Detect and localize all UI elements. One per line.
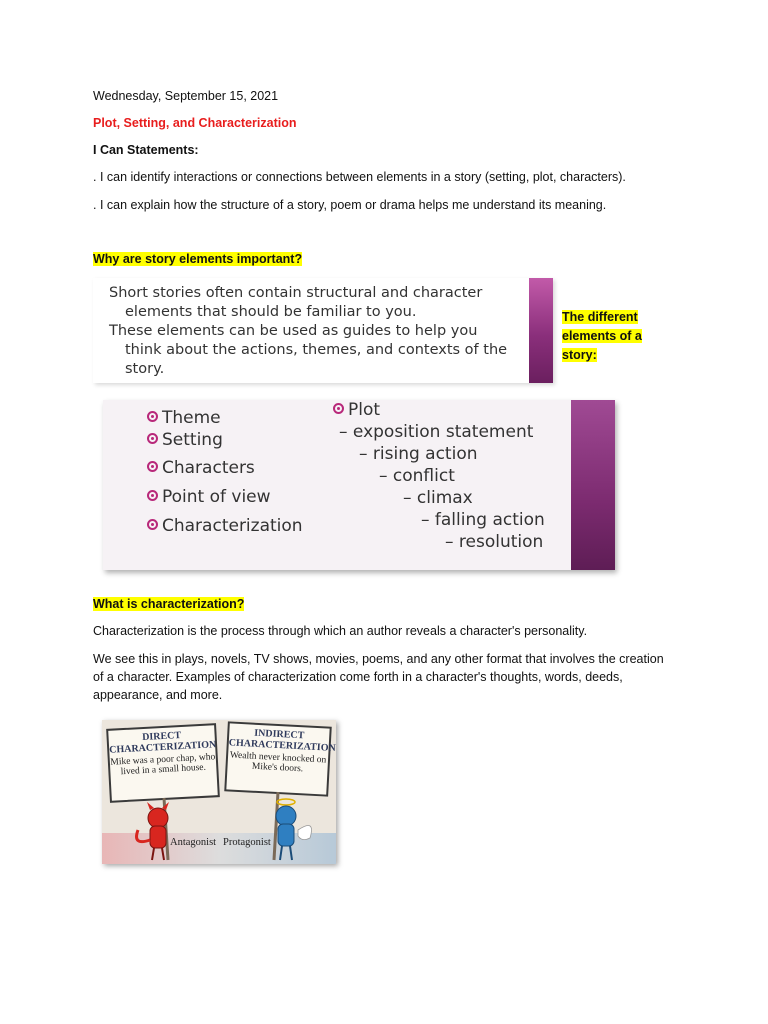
- element-label: Plot: [348, 400, 381, 420]
- element-label: Point of view: [162, 487, 271, 507]
- angel-figure: [276, 799, 312, 860]
- plot-item: – rising action: [359, 444, 478, 464]
- indirect-heading: INDIRECT CHARACTERIZATION: [228, 727, 336, 754]
- slide-line: story.: [125, 361, 165, 377]
- element-characters: [147, 458, 255, 478]
- slide-line: think about the actions, themes, and contexts of the: [125, 342, 508, 358]
- element-characterization: [147, 516, 303, 536]
- slide-line: These elements can be used as guides to help you: [109, 323, 478, 339]
- i-can-statement-2: . I can explain how the structure of a story, poem or drama helps me understand its meaning.: [93, 198, 607, 212]
- element-setting: [147, 430, 223, 450]
- characters-illustration: [102, 720, 336, 864]
- elements-slide: [103, 400, 615, 570]
- slide-line: Short stories often contain structural and character: [109, 285, 483, 301]
- bullet-icon: [333, 403, 344, 414]
- bullet-icon: [147, 461, 158, 472]
- characterization-question: [93, 597, 244, 611]
- element-point-of-view: [147, 487, 271, 507]
- element-label: Theme: [162, 408, 221, 428]
- document-title: Plot, Setting, and Characterization: [93, 116, 297, 130]
- indirect-text: Wealth never knocked on Mike's doors.: [229, 750, 327, 775]
- story-elements-question-text: Why are story elements important?: [93, 252, 303, 266]
- side-note-text: The different elements of a story:: [562, 310, 642, 362]
- side-note: [562, 308, 654, 365]
- i-can-statement-1: . I can identify interactions or connections between elements in a story (setting, plot, characters).: [93, 170, 626, 184]
- protagonist-label: Protagonist: [223, 837, 271, 848]
- direct-heading: DIRECT CHARACTERIZATION: [108, 730, 217, 756]
- plot-item: – conflict: [379, 466, 455, 486]
- element-theme: [147, 408, 221, 428]
- document-date: Wednesday, September 15, 2021: [93, 89, 279, 103]
- element-label: Characterization: [162, 516, 303, 536]
- bullet-icon: [147, 490, 158, 501]
- characterization-cartoon: [102, 720, 336, 864]
- story-elements-question: [93, 252, 302, 266]
- antagonist-label: Antagonist: [170, 837, 217, 848]
- devil-figure: [137, 802, 170, 860]
- plot-item: – resolution: [445, 532, 544, 552]
- i-can-heading: I Can Statements:: [93, 143, 199, 157]
- slide-line: elements that should be familiar to you.: [125, 304, 417, 320]
- bullet-icon: [147, 519, 158, 530]
- plot-item: – falling action: [421, 510, 545, 530]
- slide-text: [109, 284, 529, 379]
- direct-text: Mike was a poor chap, who lived in a small house.: [110, 752, 216, 778]
- characterization-definition: Characterization is the process through which an author reveals a character's personality.: [93, 624, 588, 638]
- element-label: Setting: [162, 430, 223, 450]
- plot-item: – exposition statement: [339, 422, 534, 442]
- characterization-paragraph: We see this in plays, novels, TV shows, movies, poems, and any other format that involves the creation of a character. Examples of characterization come forth in a character's thoughts, words, deeds, appearance, and more.: [93, 652, 664, 702]
- plot-item: – climax: [403, 488, 473, 508]
- element-label: Characters: [162, 458, 255, 478]
- characterization-question-text: What is characterization?: [93, 597, 245, 611]
- bullet-icon: [147, 433, 158, 444]
- slide-accent-bar: [571, 400, 615, 570]
- bullet-icon: [147, 411, 158, 422]
- element-plot: [333, 400, 380, 420]
- slide-accent-bar: [529, 278, 553, 383]
- story-elements-slide: [93, 278, 553, 383]
